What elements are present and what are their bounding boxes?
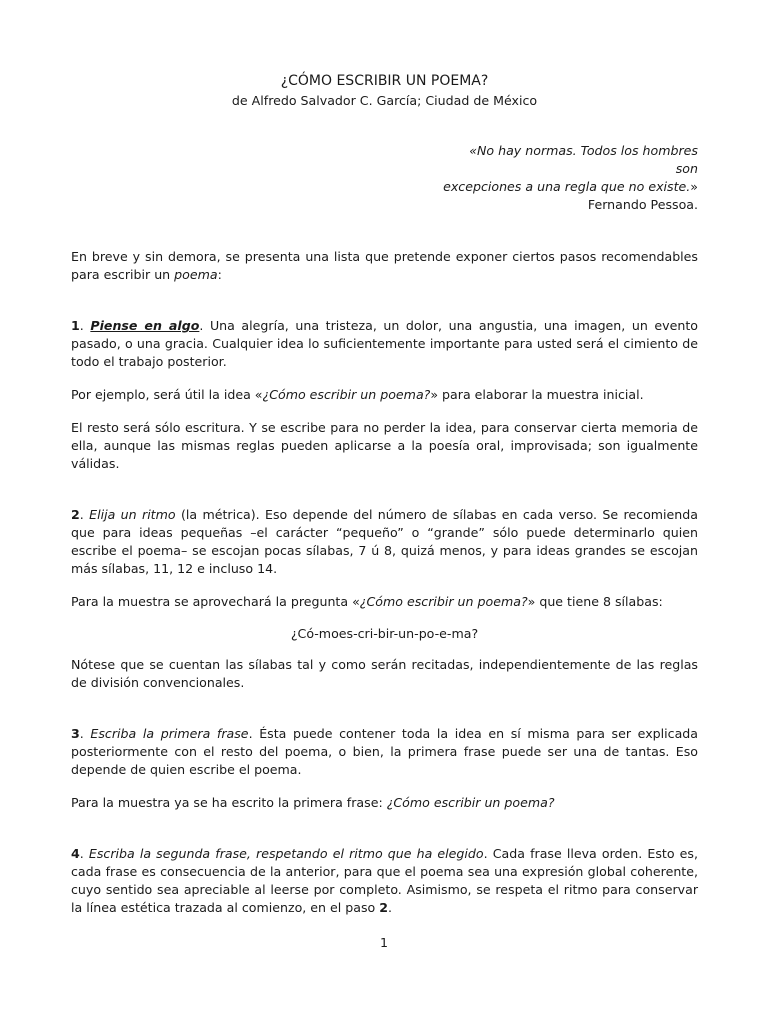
document-subtitle: de Alfredo Salvador C. García; Ciudad de México — [231, 93, 538, 108]
step-3-dot: . — [79, 726, 91, 741]
step-3-number: 3 — [71, 726, 80, 741]
step-1-example-post: » para elaborar la muestra inicial. — [430, 387, 644, 402]
step-2-sample-pre: Para la muestra se aprovechará la pregunta « — [71, 594, 360, 609]
step-1-example-em: ¿Cómo escribir un poema? — [262, 387, 431, 402]
step-3-heading: Escriba la primera frase — [90, 726, 249, 741]
step-1-example — [71, 386, 698, 404]
document-page — [71, 72, 698, 917]
step-3-sample-em: ¿Cómo escribir un poema? — [386, 795, 555, 810]
intro-text: En breve y sin demora, se presenta una lista que pretende exponer ciertos pasos recomendables para escribir un — [71, 249, 698, 282]
step-4-text: . Cada frase lleva orden. Esto es, cada frase es consecuencia de la anterior, para que el poema sea una expresión global coherente, cuyo sentido sea apreciable al leerse por completo. Asimismo, se respeta el ritmo para conservar la línea estética trazada al comienzo, en el paso — [71, 846, 698, 915]
step-3-text: . Ésta puede contener toda la idea en sí misma para ser explicada posteriormente con el resto del poema, o bien, la primera frase puede ser una de tantas. Eso depende de quien escribe el poema. — [71, 726, 698, 777]
step-2-sample-post: » que tiene 8 sílabas: — [527, 594, 663, 609]
epigraph — [443, 142, 698, 214]
intro-em: poema — [174, 267, 218, 282]
syllable-division: ¿Có-moes-cri-bir-un-po-e-ma? — [290, 626, 479, 641]
step-2-note: Nótese que se cuentan las sílabas tal y como serán recitadas, independientemente de las reglas de división convencionales. — [71, 657, 698, 690]
step-2-number: 2 — [71, 507, 80, 522]
step-1-dot: . — [79, 318, 91, 333]
epigraph-line-2: excepciones a una regla que no existe. — [443, 179, 691, 194]
epigraph-close: » — [690, 179, 698, 194]
intro-end: : — [217, 267, 222, 282]
step-1-rest: El resto será sólo escritura. Y se escribe para no perder la idea, para conservar cierta memoria de ella, aunque las mismas reglas pueden aplicarse a la poesía oral, improvisada; son igualmente válidas. — [71, 420, 698, 471]
step-3-sample-pre: Para la muestra ya se ha escrito la primera frase: — [71, 795, 387, 810]
epigraph-author: Fernando Pessoa. — [587, 197, 698, 212]
step-1-example-pre: Por ejemplo, será útil la idea « — [71, 387, 263, 402]
step-2-text: (la métrica). Eso depende del número de sílabas en cada verso. Se recomienda que para ideas pequeñas –el carácter “pequeño” o “grande” sólo puede determinarlo quien escribe el poema– se escojan pocas sílabas, 7 ú 8, quizá menos, y para ideas grandes se escojan más sílabas, 11, 12 e incluso 14. — [71, 507, 698, 576]
step-3-paragraph — [71, 725, 698, 779]
step-2-dot: . — [79, 507, 90, 522]
step-1-text: . Una alegría, una tristeza, un dolor, una angustia, una imagen, un evento pasado, o una gracia. Cualquier idea lo suficientemente importante para usted será el cimiento de todo el trabajo posterior. — [71, 318, 698, 369]
document-title: ¿CÓMO ESCRIBIR UN POEMA? — [280, 73, 489, 89]
epigraph-line-1: «No hay normas. Todos los hombres son — [469, 143, 698, 176]
step-4-paragraph — [71, 845, 698, 917]
step-2-paragraph — [71, 506, 698, 578]
step-4-ref: 2 — [379, 900, 389, 915]
step-2-sample — [71, 593, 698, 611]
step-1-number: 1 — [71, 318, 80, 333]
step-4-dot: . — [79, 846, 89, 861]
page-number: 1 — [379, 935, 388, 950]
step-4-number: 4 — [71, 846, 80, 861]
step-4-heading: Escriba la segunda frase, respetando el ritmo que ha elegido — [88, 846, 484, 861]
step-1-paragraph — [71, 317, 698, 371]
step-2-heading: Elija un ritmo — [89, 507, 176, 522]
step-3-sample — [71, 794, 698, 812]
intro-paragraph — [71, 248, 698, 284]
step-4-end: . — [388, 900, 393, 915]
step-1-heading: Piense en algo — [90, 318, 200, 333]
step-2-sample-em: ¿Cómo escribir un poema? — [359, 594, 528, 609]
